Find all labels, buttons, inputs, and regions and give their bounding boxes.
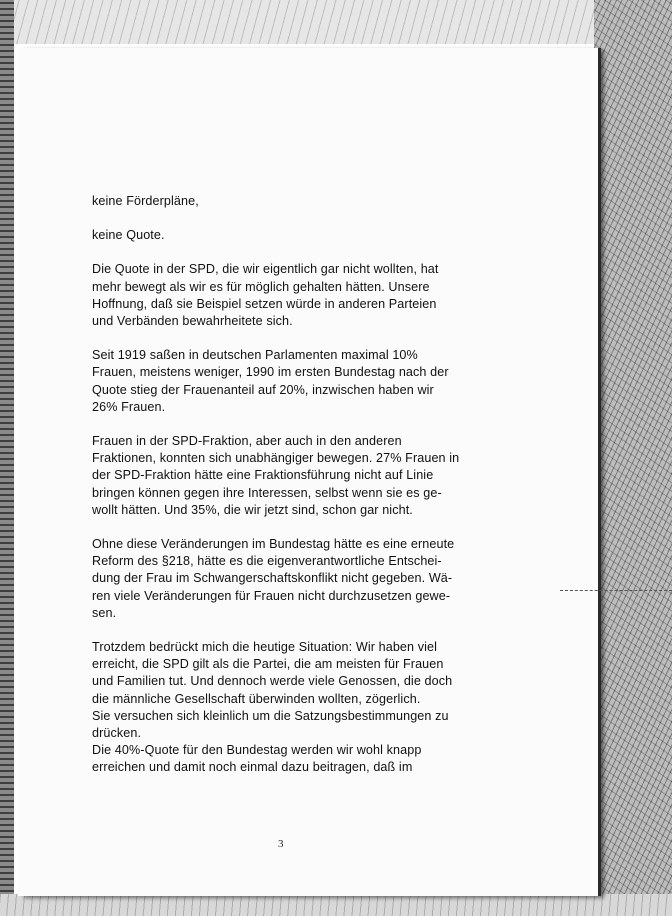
text-line: Ohne diese Veränderungen im Bundestag hätte es eine erneute	[92, 537, 455, 552]
text-line: Quote stieg der Frauenanteil auf 20%, inzwischen haben wir	[92, 382, 434, 397]
scan-noise-right	[594, 0, 672, 916]
text-line: Die Quote in der SPD, die wir eigentlich gar nicht wollten, hat	[92, 262, 439, 277]
text-line: mehr bewegt als wir es für möglich gehalten hätten. Unsere	[92, 279, 430, 294]
text-line: Trotzdem bedrückt mich die heutige Situation: Wir haben viel	[92, 640, 438, 655]
paragraph	[92, 639, 512, 777]
text-line: 26% Frauen.	[92, 399, 166, 414]
text-line: Sie versuchen sich kleinlich um die Satzungsbestimmungen zu	[92, 708, 449, 723]
paragraph	[92, 433, 512, 519]
scan-artifact-line	[560, 590, 672, 591]
paragraph	[92, 536, 512, 622]
text-line: erreicht, die SPD gilt als die Partei, die am meisten für Frauen	[92, 657, 444, 672]
text-line: der SPD-Fraktion hätte eine Fraktionsführung nicht auf Linie	[92, 468, 434, 483]
text-line: und Familien tut. Und dennoch werde viele Genossen, die doch	[92, 674, 453, 689]
text-line: Hoffnung, daß sie Beispiel setzen würde in anderen Parteien	[92, 296, 437, 311]
text-line: Fraktionen, konnten sich unabhängiger bewegen. 27% Frauen in	[92, 451, 460, 466]
text-line: Reform des §218, hätte es die eigenverantwortliche Entschei-	[92, 554, 442, 569]
text-line: Seit 1919 saßen in deutschen Parlamenten maximal 10%	[92, 348, 418, 363]
text-line: die männliche Gesellschaft überwinden wollten, zögerlich.	[92, 691, 421, 706]
text-line: Die 40%-Quote für den Bundestag werden wir wohl knapp	[92, 743, 422, 758]
text-line: keine Quote.	[92, 228, 165, 243]
scan-noise-top	[0, 0, 672, 44]
text-line: erreichen und damit noch einmal dazu beitragen, daß im	[92, 760, 413, 775]
page-number: 3	[278, 838, 284, 850]
text-line: Frauen, meistens weniger, 1990 im ersten Bundestag nach der	[92, 365, 449, 380]
text-line: Frauen in der SPD-Fraktion, aber auch in den anderen	[92, 434, 402, 449]
text-line: keine Förderpläne,	[92, 194, 199, 208]
text-line: bringen können gegen ihre Interessen, selbst wenn sie es ge-	[92, 485, 442, 500]
scan-noise-bottom	[0, 894, 672, 916]
text-line: dung der Frau im Schwangerschaftskonflikt nicht gegeben. Wä-	[92, 571, 453, 586]
paragraph	[92, 347, 512, 416]
body-text	[92, 193, 512, 777]
text-line: und Verbänden bewahrheitete sich.	[92, 314, 293, 329]
paper-sheet	[18, 48, 598, 896]
paragraph	[92, 193, 512, 210]
text-line: wollt hätten. Und 35%, die wir jetzt sind, schon gar nicht.	[92, 502, 413, 517]
paragraph	[92, 261, 512, 330]
scan-noise-left	[0, 0, 14, 916]
text-line: drücken.	[92, 726, 142, 741]
text-line: ren viele Veränderungen für Frauen nicht durchzusetzen gewe-	[92, 588, 451, 603]
text-line: sen.	[92, 605, 117, 620]
paragraph	[92, 227, 512, 244]
